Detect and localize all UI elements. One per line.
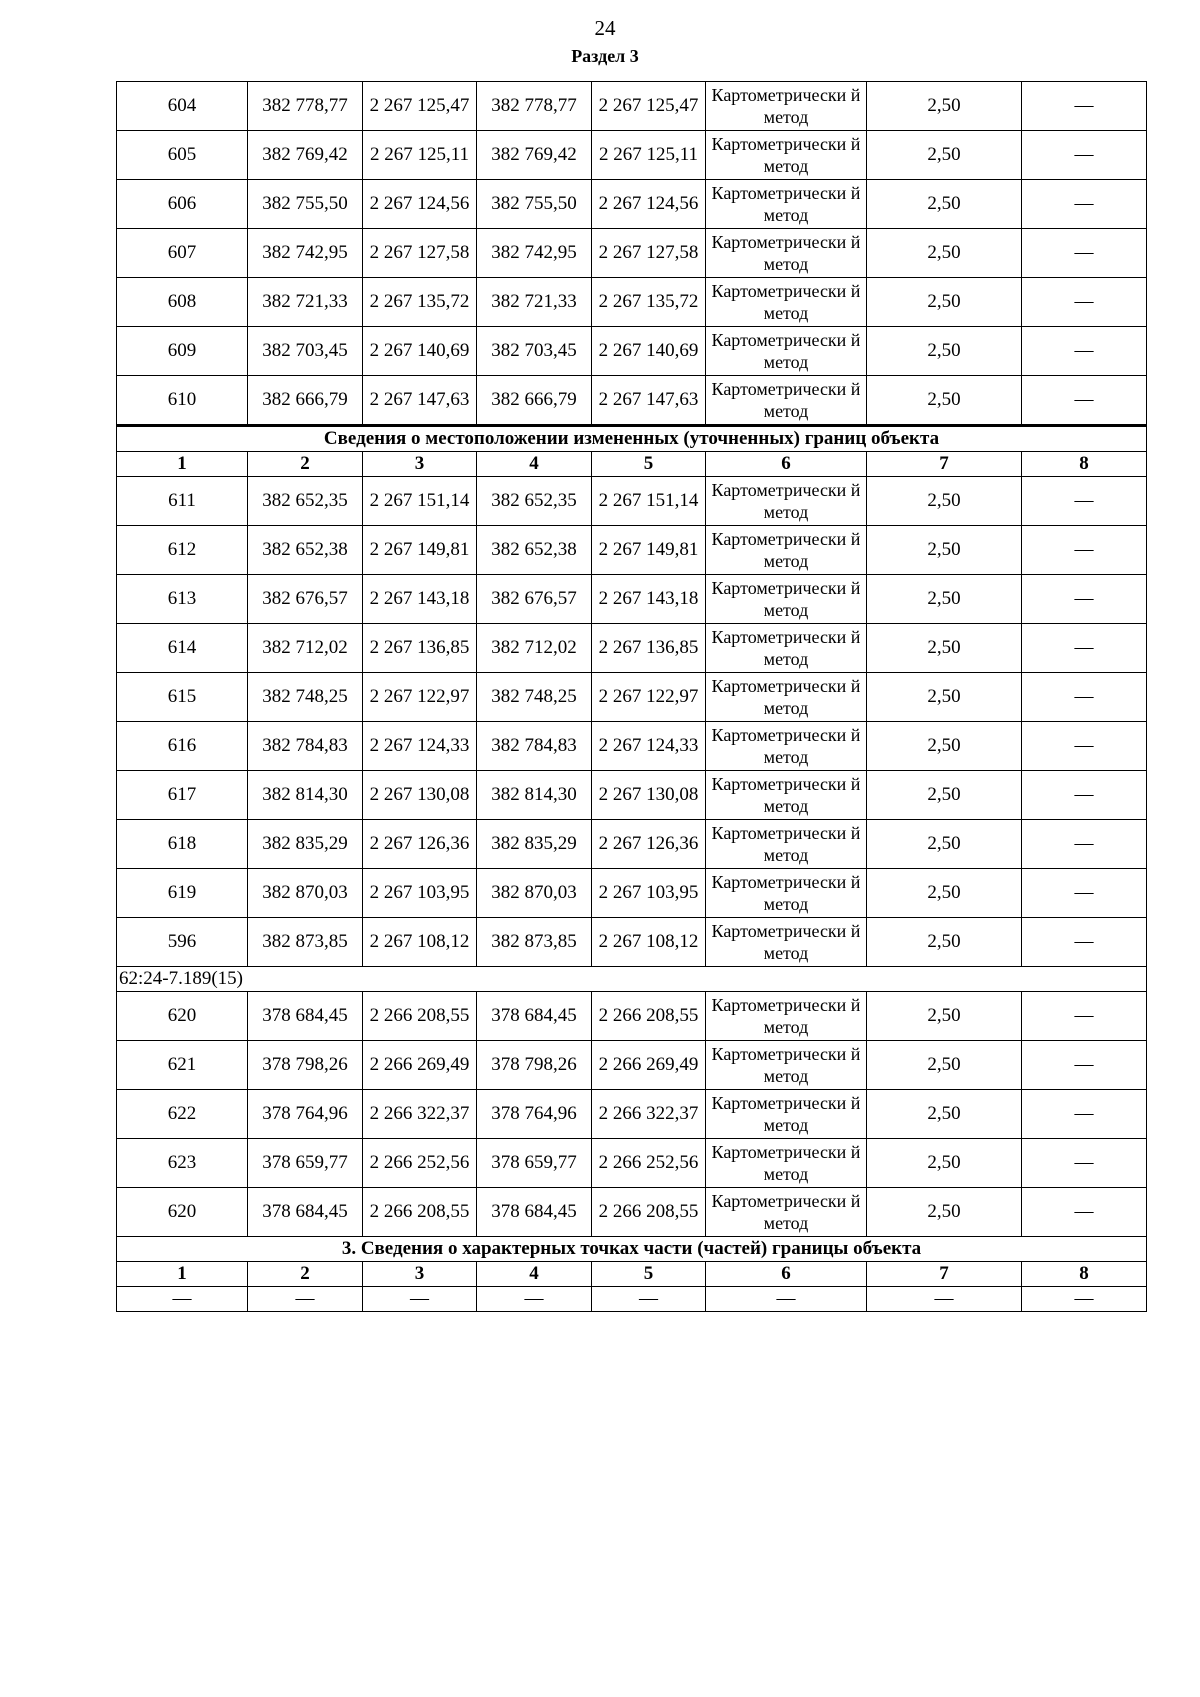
x-new-cell: 382 835,29 xyxy=(477,820,592,869)
column-number-cell: 7 xyxy=(867,452,1022,477)
x-old-cell: 382 652,35 xyxy=(248,477,363,526)
y-old-cell: 2 266 269,49 xyxy=(363,1041,477,1090)
description-cell: — xyxy=(1022,376,1147,426)
method-cell: Картометрически й метод xyxy=(706,722,867,771)
dash-cell: — xyxy=(477,1287,592,1312)
column-number-row xyxy=(117,1262,1147,1287)
x-new-cell: 382 755,50 xyxy=(477,180,592,229)
description-cell: — xyxy=(1022,229,1147,278)
section-heading-changed-boundaries-text: Сведения о местоположении измененных (уточненных) границ объекта xyxy=(117,426,1147,452)
y-new-cell: 2 267 136,85 xyxy=(592,624,706,673)
method-cell: Картометрически й метод xyxy=(706,820,867,869)
coordinates-table-body xyxy=(117,82,1147,1312)
method-cell: Картометрически й метод xyxy=(706,673,867,722)
dash-cell: — xyxy=(592,1287,706,1312)
y-old-cell: 2 266 252,56 xyxy=(363,1139,477,1188)
point-number-cell: 596 xyxy=(117,918,248,967)
section-heading-parts xyxy=(117,1237,1147,1262)
description-cell: — xyxy=(1022,820,1147,869)
table-row xyxy=(117,820,1147,869)
point-number-cell: 622 xyxy=(117,1090,248,1139)
accuracy-cell: 2,50 xyxy=(867,526,1022,575)
description-cell: — xyxy=(1022,869,1147,918)
x-new-cell: 382 814,30 xyxy=(477,771,592,820)
accuracy-cell: 2,50 xyxy=(867,1139,1022,1188)
description-cell: — xyxy=(1022,1188,1147,1237)
y-new-cell: 2 266 208,55 xyxy=(592,1188,706,1237)
y-new-cell: 2 267 151,14 xyxy=(592,477,706,526)
x-old-cell: 382 666,79 xyxy=(248,376,363,426)
table-row xyxy=(117,327,1147,376)
y-new-cell: 2 267 127,58 xyxy=(592,229,706,278)
table-row xyxy=(117,624,1147,673)
y-old-cell: 2 267 136,85 xyxy=(363,624,477,673)
x-new-cell: 378 764,96 xyxy=(477,1090,592,1139)
point-number-cell: 611 xyxy=(117,477,248,526)
method-cell: Картометрически й метод xyxy=(706,624,867,673)
point-number-cell: 607 xyxy=(117,229,248,278)
y-new-cell: 2 267 126,36 xyxy=(592,820,706,869)
point-number-cell: 620 xyxy=(117,992,248,1041)
description-cell: — xyxy=(1022,992,1147,1041)
column-number-cell: 5 xyxy=(592,1262,706,1287)
x-old-cell: 382 870,03 xyxy=(248,869,363,918)
y-old-cell: 2 267 140,69 xyxy=(363,327,477,376)
x-new-cell: 382 703,45 xyxy=(477,327,592,376)
section-heading-parts-text: 3. Сведения о характерных точках части (частей) границы объекта xyxy=(117,1237,1147,1262)
y-old-cell: 2 267 135,72 xyxy=(363,278,477,327)
y-new-cell: 2 266 322,37 xyxy=(592,1090,706,1139)
y-new-cell: 2 267 149,81 xyxy=(592,526,706,575)
point-number-cell: 614 xyxy=(117,624,248,673)
y-new-cell: 2 266 208,55 xyxy=(592,992,706,1041)
accuracy-cell: 2,50 xyxy=(867,131,1022,180)
table-row xyxy=(117,992,1147,1041)
y-old-cell: 2 267 126,36 xyxy=(363,820,477,869)
accuracy-cell: 2,50 xyxy=(867,82,1022,131)
description-cell: — xyxy=(1022,771,1147,820)
point-number-cell: 618 xyxy=(117,820,248,869)
table-row xyxy=(117,722,1147,771)
method-cell: Картометрически й метод xyxy=(706,992,867,1041)
column-number-cell: 1 xyxy=(117,452,248,477)
description-cell: — xyxy=(1022,722,1147,771)
column-number-cell: 7 xyxy=(867,1262,1022,1287)
point-number-cell: 612 xyxy=(117,526,248,575)
y-old-cell: 2 267 125,11 xyxy=(363,131,477,180)
x-old-cell: 382 755,50 xyxy=(248,180,363,229)
y-old-cell: 2 267 124,33 xyxy=(363,722,477,771)
x-old-cell: 382 676,57 xyxy=(248,575,363,624)
x-old-cell: 382 742,95 xyxy=(248,229,363,278)
accuracy-cell: 2,50 xyxy=(867,869,1022,918)
x-new-cell: 382 778,77 xyxy=(477,82,592,131)
column-number-cell: 1 xyxy=(117,1262,248,1287)
x-new-cell: 382 870,03 xyxy=(477,869,592,918)
description-cell: — xyxy=(1022,1139,1147,1188)
accuracy-cell: 2,50 xyxy=(867,1041,1022,1090)
y-new-cell: 2 267 125,47 xyxy=(592,82,706,131)
description-cell: — xyxy=(1022,526,1147,575)
description-cell: — xyxy=(1022,180,1147,229)
x-old-cell: 382 778,77 xyxy=(248,82,363,131)
x-new-cell: 378 684,45 xyxy=(477,1188,592,1237)
table-row xyxy=(117,869,1147,918)
x-old-cell: 378 684,45 xyxy=(248,1188,363,1237)
method-cell: Картометрически й метод xyxy=(706,575,867,624)
column-number-cell: 3 xyxy=(363,452,477,477)
y-old-cell: 2 267 151,14 xyxy=(363,477,477,526)
description-cell: — xyxy=(1022,918,1147,967)
x-new-cell: 382 873,85 xyxy=(477,918,592,967)
x-old-cell: 382 873,85 xyxy=(248,918,363,967)
column-number-cell: 6 xyxy=(706,452,867,477)
y-old-cell: 2 266 208,55 xyxy=(363,992,477,1041)
y-new-cell: 2 267 135,72 xyxy=(592,278,706,327)
accuracy-cell: 2,50 xyxy=(867,229,1022,278)
y-new-cell: 2 267 143,18 xyxy=(592,575,706,624)
accuracy-cell: 2,50 xyxy=(867,771,1022,820)
x-old-cell: 382 748,25 xyxy=(248,673,363,722)
y-new-cell: 2 267 140,69 xyxy=(592,327,706,376)
x-old-cell: 378 684,45 xyxy=(248,992,363,1041)
y-old-cell: 2 267 122,97 xyxy=(363,673,477,722)
coordinates-table xyxy=(116,81,1147,1312)
point-number-cell: 606 xyxy=(117,180,248,229)
accuracy-cell: 2,50 xyxy=(867,673,1022,722)
x-old-cell: 378 764,96 xyxy=(248,1090,363,1139)
x-old-cell: 382 712,02 xyxy=(248,624,363,673)
column-number-cell: 4 xyxy=(477,452,592,477)
y-new-cell: 2 267 124,56 xyxy=(592,180,706,229)
y-new-cell: 2 266 252,56 xyxy=(592,1139,706,1188)
description-cell: — xyxy=(1022,327,1147,376)
y-new-cell: 2 267 103,95 xyxy=(592,869,706,918)
x-old-cell: 382 814,30 xyxy=(248,771,363,820)
x-old-cell: 382 721,33 xyxy=(248,278,363,327)
x-new-cell: 382 784,83 xyxy=(477,722,592,771)
accuracy-cell: 2,50 xyxy=(867,180,1022,229)
description-cell: — xyxy=(1022,1041,1147,1090)
method-cell: Картометрически й метод xyxy=(706,918,867,967)
accuracy-cell: 2,50 xyxy=(867,918,1022,967)
accuracy-cell: 2,50 xyxy=(867,575,1022,624)
x-old-cell: 382 769,42 xyxy=(248,131,363,180)
x-new-cell: 382 666,79 xyxy=(477,376,592,426)
y-old-cell: 2 267 125,47 xyxy=(363,82,477,131)
x-new-cell: 382 748,25 xyxy=(477,673,592,722)
empty-parts-row xyxy=(117,1287,1147,1312)
table-row xyxy=(117,1041,1147,1090)
description-cell: — xyxy=(1022,1090,1147,1139)
dash-cell: — xyxy=(706,1287,867,1312)
y-new-cell: 2 266 269,49 xyxy=(592,1041,706,1090)
y-old-cell: 2 266 322,37 xyxy=(363,1090,477,1139)
x-old-cell: 382 784,83 xyxy=(248,722,363,771)
point-number-cell: 605 xyxy=(117,131,248,180)
x-new-cell: 382 676,57 xyxy=(477,575,592,624)
point-number-cell: 620 xyxy=(117,1188,248,1237)
description-cell: — xyxy=(1022,575,1147,624)
method-cell: Картометрически й метод xyxy=(706,376,867,426)
object-cadastral-label-text: 62:24-7.189(15) xyxy=(117,967,1147,992)
dash-cell: — xyxy=(867,1287,1022,1312)
table-row xyxy=(117,229,1147,278)
column-number-cell: 5 xyxy=(592,452,706,477)
description-cell: — xyxy=(1022,673,1147,722)
table-row xyxy=(117,278,1147,327)
point-number-cell: 613 xyxy=(117,575,248,624)
column-number-cell: 4 xyxy=(477,1262,592,1287)
x-new-cell: 382 769,42 xyxy=(477,131,592,180)
accuracy-cell: 2,50 xyxy=(867,327,1022,376)
point-number-cell: 616 xyxy=(117,722,248,771)
x-new-cell: 382 742,95 xyxy=(477,229,592,278)
method-cell: Картометрически й метод xyxy=(706,1041,867,1090)
description-cell: — xyxy=(1022,82,1147,131)
point-number-cell: 619 xyxy=(117,869,248,918)
description-cell: — xyxy=(1022,278,1147,327)
accuracy-cell: 2,50 xyxy=(867,1188,1022,1237)
y-old-cell: 2 266 208,55 xyxy=(363,1188,477,1237)
y-old-cell: 2 267 127,58 xyxy=(363,229,477,278)
table-row xyxy=(117,918,1147,967)
method-cell: Картометрически й метод xyxy=(706,1188,867,1237)
accuracy-cell: 2,50 xyxy=(867,278,1022,327)
y-old-cell: 2 267 108,12 xyxy=(363,918,477,967)
dash-cell: — xyxy=(363,1287,477,1312)
y-new-cell: 2 267 108,12 xyxy=(592,918,706,967)
x-new-cell: 382 721,33 xyxy=(477,278,592,327)
x-new-cell: 378 684,45 xyxy=(477,992,592,1041)
method-cell: Картометрически й метод xyxy=(706,477,867,526)
x-new-cell: 382 652,35 xyxy=(477,477,592,526)
dash-cell: — xyxy=(248,1287,363,1312)
y-old-cell: 2 267 124,56 xyxy=(363,180,477,229)
x-old-cell: 382 703,45 xyxy=(248,327,363,376)
method-cell: Картометрически й метод xyxy=(706,526,867,575)
y-new-cell: 2 267 130,08 xyxy=(592,771,706,820)
object-cadastral-label xyxy=(117,967,1147,992)
section-heading-changed-boundaries xyxy=(117,426,1147,452)
method-cell: Картометрически й метод xyxy=(706,1139,867,1188)
table-row xyxy=(117,526,1147,575)
x-new-cell: 378 798,26 xyxy=(477,1041,592,1090)
y-new-cell: 2 267 125,11 xyxy=(592,131,706,180)
table-row xyxy=(117,82,1147,131)
column-number-cell: 8 xyxy=(1022,452,1147,477)
dash-cell: — xyxy=(1022,1287,1147,1312)
column-number-cell: 2 xyxy=(248,1262,363,1287)
method-cell: Картометрически й метод xyxy=(706,180,867,229)
accuracy-cell: 2,50 xyxy=(867,624,1022,673)
table-row xyxy=(117,180,1147,229)
accuracy-cell: 2,50 xyxy=(867,1090,1022,1139)
y-old-cell: 2 267 143,18 xyxy=(363,575,477,624)
section-title: Раздел 3 xyxy=(571,46,639,66)
x-new-cell: 382 652,38 xyxy=(477,526,592,575)
method-cell: Картометрически й метод xyxy=(706,131,867,180)
table-row xyxy=(117,376,1147,426)
description-cell: — xyxy=(1022,477,1147,526)
point-number-cell: 621 xyxy=(117,1041,248,1090)
column-number-cell: 6 xyxy=(706,1262,867,1287)
method-cell: Картометрически й метод xyxy=(706,82,867,131)
point-number-cell: 610 xyxy=(117,376,248,426)
page-number: 24 xyxy=(594,16,616,40)
method-cell: Картометрически й метод xyxy=(706,327,867,376)
point-number-cell: 608 xyxy=(117,278,248,327)
table-row xyxy=(117,1090,1147,1139)
accuracy-cell: 2,50 xyxy=(867,376,1022,426)
table-row xyxy=(117,477,1147,526)
x-old-cell: 378 659,77 xyxy=(248,1139,363,1188)
point-number-cell: 617 xyxy=(117,771,248,820)
table-row xyxy=(117,575,1147,624)
description-cell: — xyxy=(1022,624,1147,673)
column-number-cell: 8 xyxy=(1022,1262,1147,1287)
method-cell: Картометрически й метод xyxy=(706,771,867,820)
column-number-cell: 2 xyxy=(248,452,363,477)
y-new-cell: 2 267 147,63 xyxy=(592,376,706,426)
method-cell: Картометрически й метод xyxy=(706,229,867,278)
table-row xyxy=(117,771,1147,820)
x-old-cell: 378 798,26 xyxy=(248,1041,363,1090)
y-old-cell: 2 267 103,95 xyxy=(363,869,477,918)
accuracy-cell: 2,50 xyxy=(867,722,1022,771)
table-row xyxy=(117,673,1147,722)
point-number-cell: 623 xyxy=(117,1139,248,1188)
point-number-cell: 604 xyxy=(117,82,248,131)
y-old-cell: 2 267 149,81 xyxy=(363,526,477,575)
method-cell: Картометрически й метод xyxy=(706,869,867,918)
accuracy-cell: 2,50 xyxy=(867,820,1022,869)
accuracy-cell: 2,50 xyxy=(867,992,1022,1041)
method-cell: Картометрически й метод xyxy=(706,1090,867,1139)
x-old-cell: 382 652,38 xyxy=(248,526,363,575)
y-old-cell: 2 267 130,08 xyxy=(363,771,477,820)
column-number-row xyxy=(117,452,1147,477)
description-cell: — xyxy=(1022,131,1147,180)
table-row xyxy=(117,1139,1147,1188)
y-new-cell: 2 267 124,33 xyxy=(592,722,706,771)
method-cell: Картометрически й метод xyxy=(706,278,867,327)
dash-cell: — xyxy=(117,1287,248,1312)
table-row xyxy=(117,1188,1147,1237)
point-number-cell: 609 xyxy=(117,327,248,376)
x-old-cell: 382 835,29 xyxy=(248,820,363,869)
table-row xyxy=(117,131,1147,180)
x-new-cell: 382 712,02 xyxy=(477,624,592,673)
column-number-cell: 3 xyxy=(363,1262,477,1287)
point-number-cell: 615 xyxy=(117,673,248,722)
y-new-cell: 2 267 122,97 xyxy=(592,673,706,722)
y-old-cell: 2 267 147,63 xyxy=(363,376,477,426)
accuracy-cell: 2,50 xyxy=(867,477,1022,526)
x-new-cell: 378 659,77 xyxy=(477,1139,592,1188)
